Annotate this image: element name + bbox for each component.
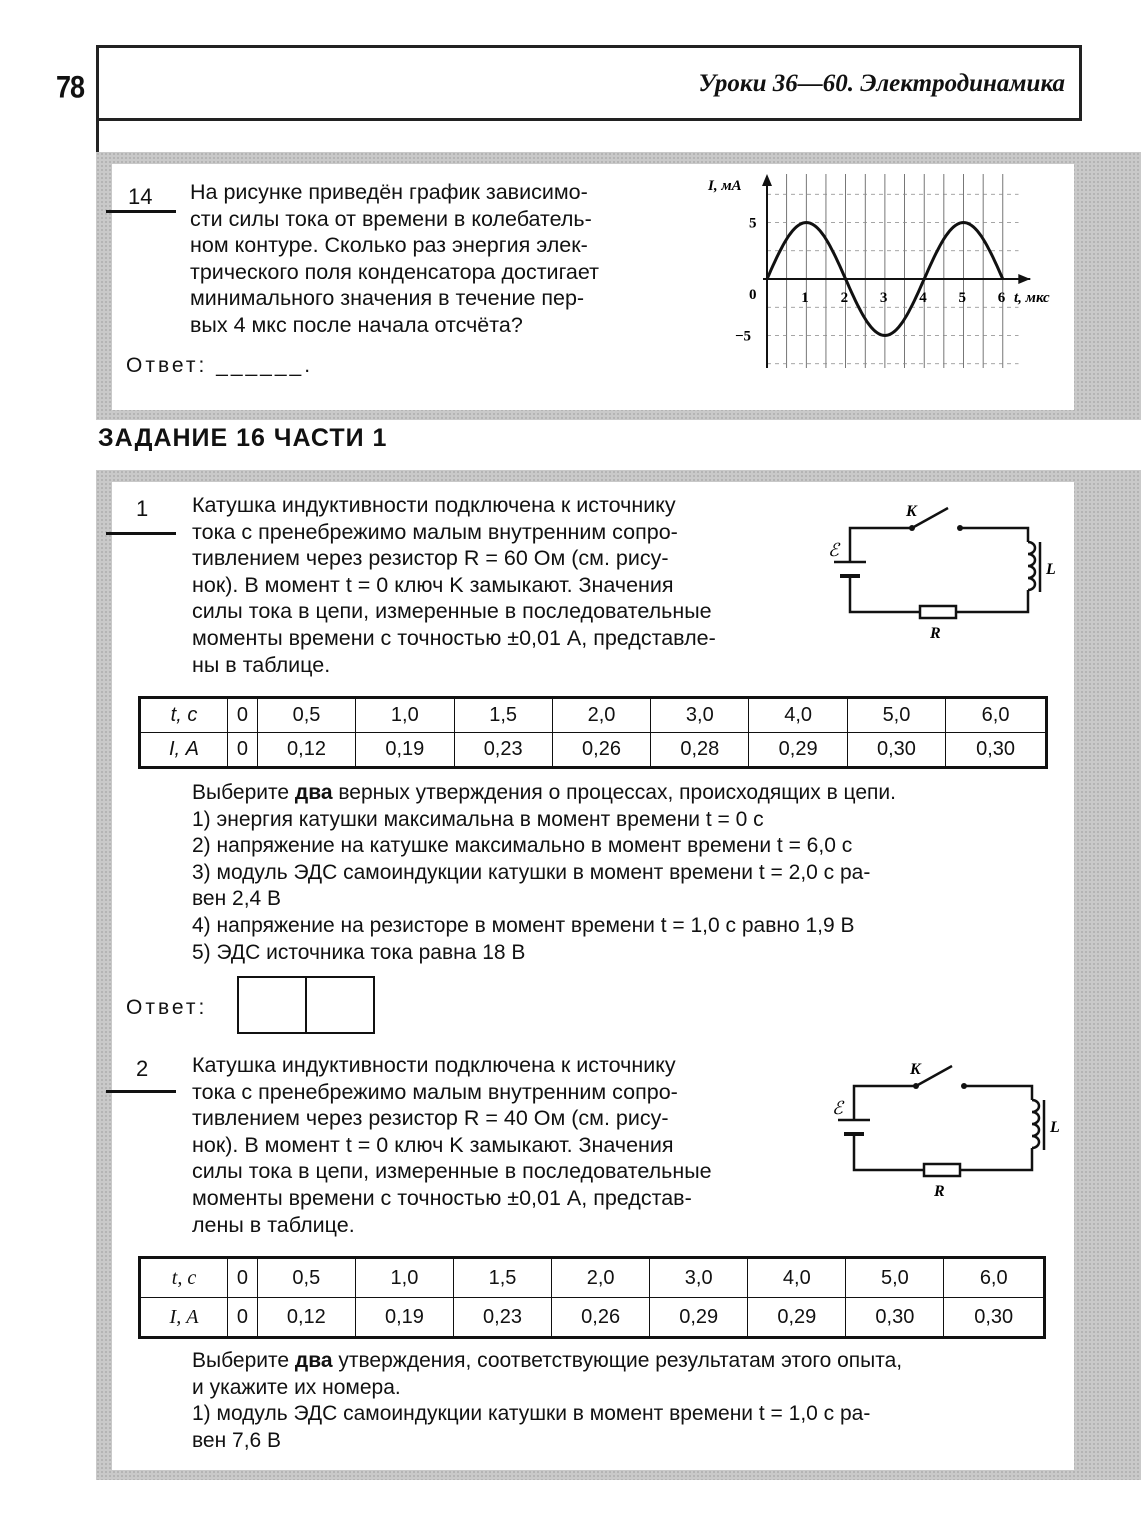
chart-grid <box>767 174 1019 368</box>
table-cell: 0,30 <box>946 733 1047 768</box>
y-axis-arrow <box>762 174 772 186</box>
task1-answer-box[interactable] <box>237 976 375 1034</box>
table-cell: 0,12 <box>257 733 355 768</box>
table-cell: 0,26 <box>552 733 650 768</box>
task2-option: вен 7,6 В <box>192 1428 282 1452</box>
task14-line: сти силы тока от времени в колебатель- <box>190 206 592 231</box>
task14-number: 14 <box>128 184 153 209</box>
task1-prompt: Выберите два верных утверждения о процессах, происходящих в цепи. <box>192 781 896 804</box>
table-cell: 0,30 <box>847 733 945 768</box>
task2-line: тока с пренебрежимо малым внутренним сопро- <box>192 1079 678 1104</box>
table-cell: I, А <box>140 733 228 768</box>
task2-prompt-line2: и укажите их номера. <box>192 1375 401 1399</box>
x-tick-label: 4 <box>919 290 927 306</box>
table-cell: 5,0 <box>846 1258 944 1298</box>
table-cell: 0,5 <box>257 1258 355 1298</box>
task14-line: На рисунке приведён график зависимо- <box>190 180 588 204</box>
task1-option: 2) напряжение на катушке максимально в момент времени t = 6,0 с <box>192 834 853 858</box>
task2-options <box>192 1348 902 1454</box>
table-row <box>140 1298 1045 1338</box>
table-cell: 0,23 <box>453 1298 551 1338</box>
section-title: ЗАДАНИЕ 16 ЧАСТИ 1 <box>98 424 388 452</box>
table-cell: 6,0 <box>946 698 1047 733</box>
task2-text <box>192 1052 806 1238</box>
table-cell: 0,19 <box>355 1298 453 1338</box>
y-tick-label: 0 <box>749 287 757 303</box>
x-tick-label: 5 <box>958 290 966 306</box>
task14-line: ном контуре. Сколько раз энергия элек- <box>190 233 588 258</box>
task1-table <box>138 696 1048 769</box>
task14-line: вых 4 мкс после начала отсчёта? <box>190 312 523 337</box>
table-cell: 3,0 <box>651 698 749 733</box>
y-tick-label: −5 <box>735 328 752 345</box>
table-row <box>140 698 1047 733</box>
task1-key-label: K <box>906 503 917 520</box>
task1-text <box>192 492 802 678</box>
table-cell: 1,5 <box>454 698 552 733</box>
y-tick-label: 5 <box>749 215 757 232</box>
task2-number: 2 <box>136 1056 149 1081</box>
task2-line: лены в таблице. <box>192 1212 355 1237</box>
header-box <box>96 45 1082 121</box>
table-cell: 1,0 <box>356 698 454 733</box>
table-cell: 0,26 <box>552 1298 650 1338</box>
table-cell: 0,28 <box>651 733 749 768</box>
table-cell: 0,29 <box>748 1298 846 1338</box>
task2-resistor-label: R <box>934 1183 945 1200</box>
table-cell: 0,29 <box>650 1298 748 1338</box>
table-cell: 6,0 <box>944 1258 1045 1298</box>
table-cell: 1,0 <box>355 1258 453 1298</box>
task1-resistor-label: R <box>930 625 941 642</box>
chart-axes <box>762 174 1030 368</box>
table-cell: 4,0 <box>749 698 847 733</box>
task1-line: Катушка индуктивности подключена к источнику <box>192 493 676 517</box>
task2-line: нок). В момент t = 0 ключ K замыкают. Значения <box>192 1132 674 1157</box>
task2-line: Катушка индуктивности подключена к источнику <box>192 1053 676 1077</box>
table-cell: 1,5 <box>453 1258 551 1298</box>
task1-option: 5) ЭДС источника тока равна 18 В <box>192 940 526 964</box>
task1-number-underline <box>106 532 176 535</box>
task2-option: 1) модуль ЭДС самоиндукции катушки в момент времени t = 1,0 с ра- <box>192 1402 871 1426</box>
table-cell: 0,19 <box>356 733 454 768</box>
x-tick-label: 2 <box>840 290 849 306</box>
answer-cell-1[interactable] <box>239 978 307 1032</box>
chart-xlabel: t, мкс <box>1014 290 1050 306</box>
task1-option: 1) энергия катушки максимальна в момент времени t = 0 с <box>192 807 764 831</box>
chart-ylabel: I, мА <box>708 178 742 194</box>
page-number: 78 <box>56 69 85 105</box>
task2-emf-label: ℰ <box>832 1098 843 1118</box>
task1-option: 3) модуль ЭДС самоиндукции катушки в момент времени t = 2,0 с ра- <box>192 860 871 884</box>
table-cell: 0,30 <box>944 1298 1045 1338</box>
task1-option: 4) напряжение на резисторе в момент времени t = 1,0 с равно 1,9 В <box>192 913 855 937</box>
table-cell: 5,0 <box>847 698 945 733</box>
table-cell: 2,0 <box>552 698 650 733</box>
task2-table <box>138 1256 1046 1339</box>
task1-options <box>192 780 896 966</box>
task2-prompt: Выберите два утверждения, соответствующие результатам этого опыта, <box>192 1349 903 1372</box>
task1-line: моменты времени с точностью ±0,01 А, представле- <box>192 625 716 650</box>
table-cell: 0,30 <box>846 1298 944 1338</box>
current-chart <box>700 168 1080 378</box>
task14-line: трического поля конденсатора достигает <box>190 259 599 284</box>
task2-line: моменты времени с точностью ±0,01 А, представ- <box>192 1185 692 1210</box>
task2-line: тивлением через резистор R = 40 Ом (см. рису- <box>192 1106 669 1131</box>
task2-line: силы тока в цепи, измеренные в последовательные <box>192 1159 712 1184</box>
answer-cell-2[interactable] <box>307 978 373 1032</box>
task1-inductor-label: L <box>1046 561 1056 578</box>
x-tick-label: 6 <box>997 290 1006 306</box>
task1-line: ны в таблице. <box>192 652 331 677</box>
task2-key-label: K <box>910 1061 921 1078</box>
task1-emf-label: ℰ <box>828 540 839 560</box>
table-cell: 0,12 <box>257 1298 355 1338</box>
task1-answer-label: Ответ: <box>126 996 208 1019</box>
x-tick-label: 1 <box>801 290 809 306</box>
table-row <box>140 1258 1045 1298</box>
table-cell: t, с <box>140 698 228 733</box>
header-title: Уроки 36—60. Электродинамика <box>698 70 1065 97</box>
table-cell: 0,23 <box>454 733 552 768</box>
task1-line: тока с пренебрежимо малым внутренним сопро- <box>192 519 678 544</box>
task14-line: минимального значения в течение пер- <box>190 286 585 311</box>
task14-answer: Ответ: ______. <box>126 354 314 377</box>
table-cell: 0,29 <box>749 733 847 768</box>
task1-line: нок). В момент t = 0 ключ K замыкают. Значения <box>192 572 674 597</box>
task1-option: вен 2,4 В <box>192 887 282 911</box>
table-cell: 0 <box>228 1258 258 1298</box>
table-cell: 0 <box>228 1298 258 1338</box>
task14-text <box>190 179 680 339</box>
table-cell: 3,0 <box>650 1258 748 1298</box>
x-tick-label: 3 <box>879 290 888 306</box>
task14-number-underline <box>106 210 176 213</box>
table-cell: 0,5 <box>257 698 355 733</box>
table-cell: 0 <box>228 733 258 768</box>
task2-number-underline <box>106 1090 176 1093</box>
table-cell: 4,0 <box>748 1258 846 1298</box>
table-row <box>140 733 1047 768</box>
task2-circuit-diagram <box>824 1054 1074 1204</box>
table-cell: 2,0 <box>552 1258 650 1298</box>
task1-line: силы тока в цепи, измеренные в последовательные <box>192 599 712 624</box>
table-cell: 0 <box>228 698 258 733</box>
table-cell: t, с <box>140 1258 228 1298</box>
task1-circuit-diagram <box>820 496 1070 646</box>
task1-line: тивлением через резистор R = 60 Ом (см. рису- <box>192 546 669 571</box>
x-axis-arrow <box>1018 274 1030 284</box>
task1-number: 1 <box>136 496 149 521</box>
table-cell: I, А <box>140 1298 228 1338</box>
task2-inductor-label: L <box>1050 1119 1060 1136</box>
